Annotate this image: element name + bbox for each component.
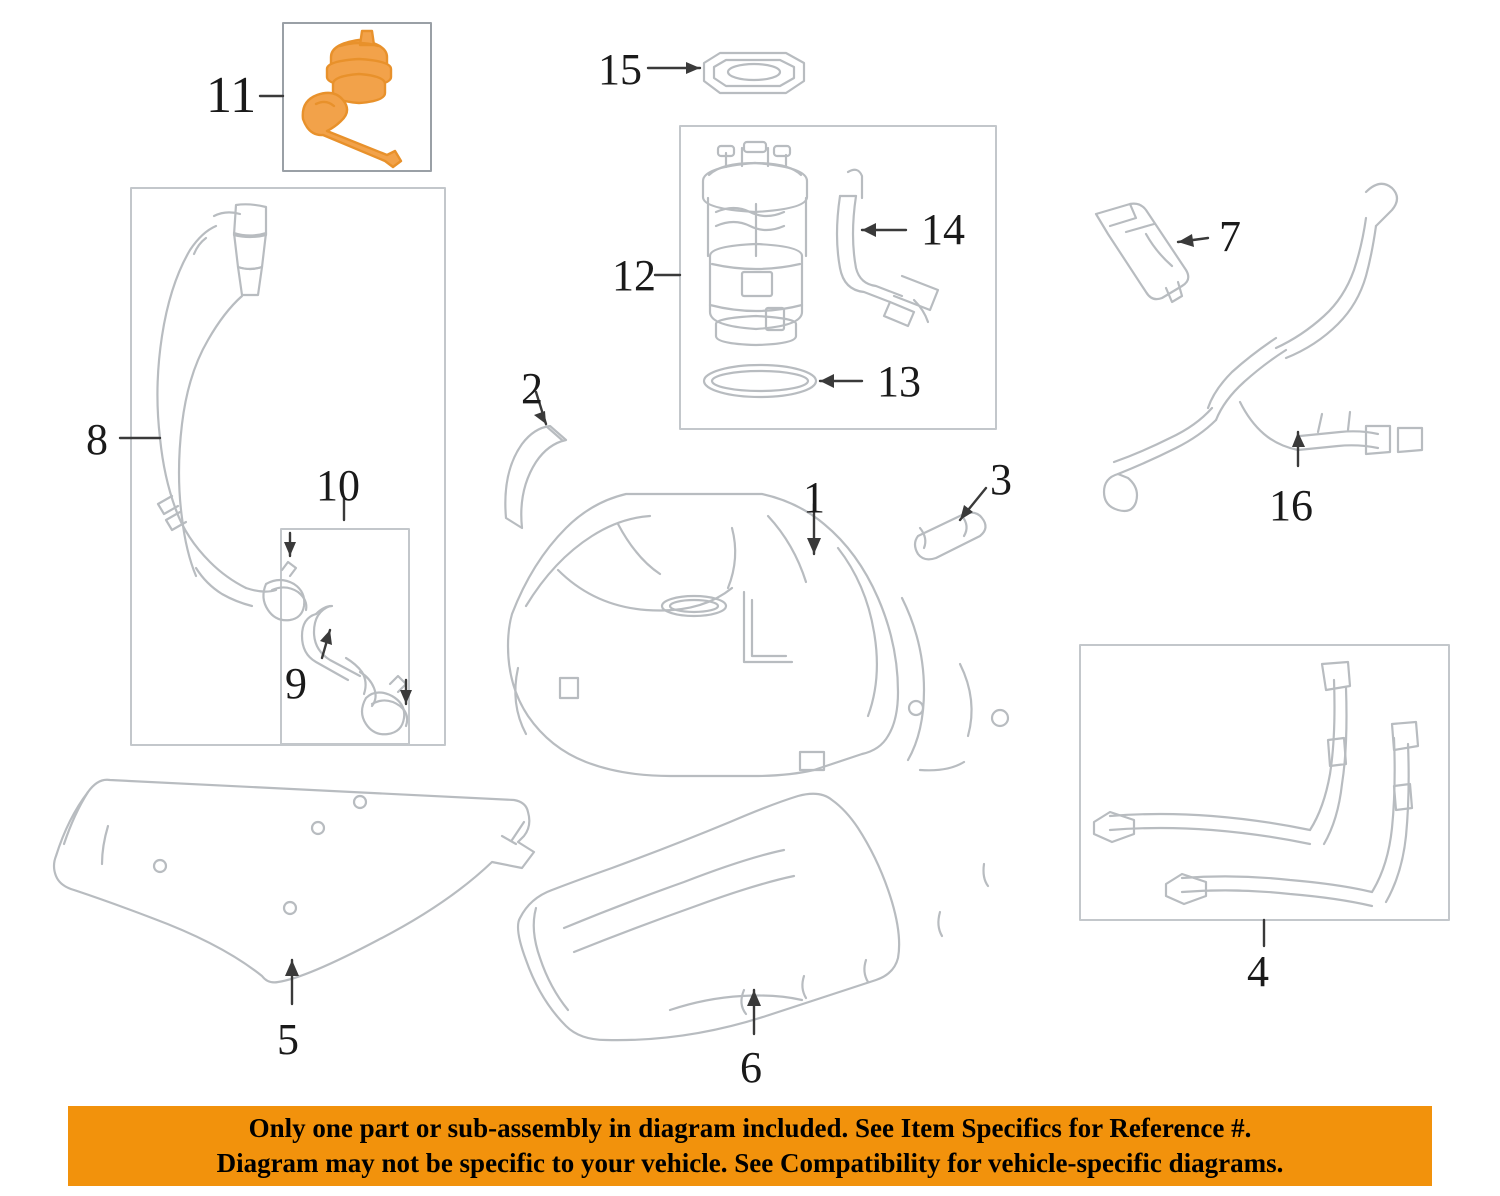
leader-15	[648, 62, 700, 74]
callout-5: 5	[277, 1015, 299, 1064]
callout-8: 8	[86, 415, 108, 464]
callout-13: 13	[877, 357, 921, 406]
part-under-shield-left	[54, 780, 534, 983]
part-filler-neck	[157, 204, 407, 734]
part-tank-straps	[1094, 662, 1418, 906]
leader-7	[1178, 234, 1208, 247]
callout-15: 15	[598, 45, 642, 94]
callout-4: 4	[1247, 947, 1269, 996]
part-strap-pad	[505, 426, 566, 528]
callout-12: 12	[612, 251, 656, 300]
callout-1: 1	[803, 473, 825, 522]
inset-box-12	[680, 126, 996, 429]
callout-6: 6	[740, 1043, 762, 1092]
leader-5	[285, 960, 299, 1004]
part-lock-ring	[704, 53, 804, 93]
inset-box-10	[281, 529, 409, 744]
callout-9: 9	[285, 659, 307, 708]
leader-14	[862, 223, 906, 237]
part-fuel-tank	[508, 494, 1008, 776]
leader-13	[820, 374, 862, 388]
callout-16: 16	[1269, 481, 1313, 530]
callout-11: 11	[206, 67, 257, 124]
part-fuel-cap	[303, 31, 401, 167]
callout-2: 2	[521, 364, 543, 413]
part-bracket-7	[1096, 204, 1188, 302]
disclaimer-line-2: Diagram may not be specific to your vehicle. See Compatibility for vehicle-specific diagrams.	[216, 1148, 1284, 1178]
callout-7: 7	[1219, 212, 1241, 261]
callout-10: 10	[316, 461, 360, 510]
callout-3: 3	[990, 455, 1012, 504]
callout-14: 14	[921, 205, 965, 254]
disclaimer-banner	[68, 1106, 1432, 1186]
part-wiring-harness	[1104, 184, 1422, 511]
disclaimer-line-1: Only one part or sub-assembly in diagram included. See Item Specifics for Reference #.	[248, 1113, 1252, 1144]
leader-3	[960, 488, 986, 520]
part-bracket-shield	[915, 513, 986, 560]
